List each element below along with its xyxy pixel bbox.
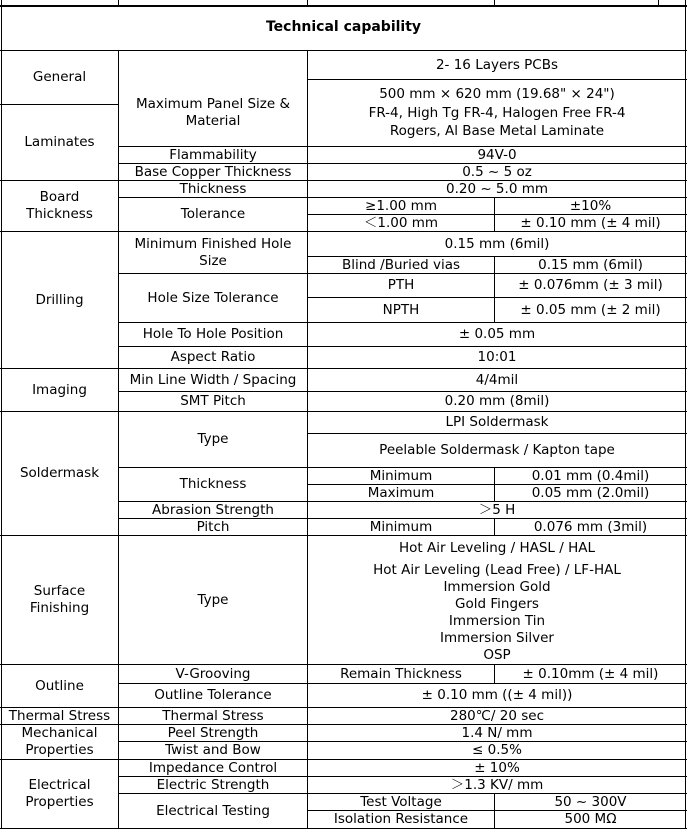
surface-item: Immersion Gold <box>443 579 551 596</box>
pitch-label: Pitch <box>196 519 230 535</box>
material-line-1: FR-4, High Tg FR-4, Halogen Free FR-4 <box>368 104 626 121</box>
electrical-testing-label: Electrical Testing <box>156 802 270 819</box>
pitch-min-value: 0.076 mm (3mil) <box>533 519 648 535</box>
soldermask-max-value: 0.05 mm (2.0mil) <box>531 485 650 501</box>
category-electrical: Electrical Properties <box>25 777 94 810</box>
aspect-ratio-label: Aspect Ratio <box>170 349 256 366</box>
aspect-ratio-value: 10:01 <box>477 349 517 366</box>
category-mechanical: Mechanical Properties <box>21 725 98 758</box>
min-hole-label: Minimum Finished Hole Size <box>134 235 292 269</box>
tolerance-a-cond: ≥1.00 mm <box>365 198 437 214</box>
line-width-label: Min Line Width / Spacing <box>129 371 297 388</box>
twist-bow-value: ≤ 0.5% <box>472 742 522 759</box>
remain-thickness-label: Remain Thickness <box>340 665 462 682</box>
soldermask-type-2: Peelable Soldermask / Kapton tape <box>379 442 615 459</box>
line-width-value: 4/4mil <box>475 371 519 388</box>
pitch-min-label: Minimum <box>369 519 433 535</box>
category-surface-finishing: Surface Finishing <box>29 583 90 616</box>
hole-to-hole-label: Hole To Hole Position <box>142 326 284 343</box>
category-outline: Outline <box>35 677 84 694</box>
surface-item: OSP <box>483 647 511 664</box>
flammability-label: Flammability <box>169 147 257 163</box>
peel-strength-value: 1.4 N/ mm <box>461 725 533 741</box>
isolation-resistance-label: Isolation Resistance <box>333 811 469 828</box>
isolation-resistance-value: 500 MΩ <box>564 811 617 828</box>
panel-size-value: 500 mm × 620 mm (19.68" × 24") <box>379 85 615 102</box>
category-soldermask: Soldermask <box>19 465 100 482</box>
category-drilling: Drilling <box>35 291 84 308</box>
thermal-stress-value: 280℃/ 20 sec <box>450 708 544 724</box>
smt-pitch-value: 0.20 mm (8mil) <box>444 393 550 410</box>
panel-size-label: Maximum Panel Size & Material <box>135 96 291 129</box>
soldermask-min-label: Minimum <box>369 468 433 484</box>
thickness-value: 0.20 ~ 5.0 mm <box>445 181 548 197</box>
test-voltage-value: 50 ~ 300V <box>554 794 627 810</box>
hole-tolerance-label: Hole Size Tolerance <box>147 289 279 306</box>
flammability-value: 94V-0 <box>477 147 517 163</box>
blind-vias-label: Blind /Buried vias <box>341 257 461 273</box>
electric-strength-label: Electric Strength <box>156 777 270 793</box>
category-general: General <box>32 69 87 86</box>
surface-item: Hot Air Leveling / HASL / HAL <box>399 539 595 556</box>
v-grooving-label: V-Grooving <box>175 665 251 682</box>
category-board-thickness: Board Thickness <box>26 189 93 222</box>
material-line-2: Rogers, Al Base Metal Laminate <box>389 123 605 140</box>
impedance-value: ± 10% <box>474 760 520 776</box>
pth-label: PTH <box>387 277 415 294</box>
electric-strength-value: ＞1.3 KV/ mm <box>450 777 544 793</box>
soldermask-min-value: 0.01 mm (0.4mil) <box>531 468 650 484</box>
blind-vias-value: 0.15 mm (6mil) <box>538 257 643 273</box>
surface-item: Immersion Silver <box>440 630 554 647</box>
npth-label: NPTH <box>382 301 420 318</box>
surface-item: Gold Fingers <box>455 596 539 613</box>
impedance-label: Impedance Control <box>148 760 278 776</box>
thickness-label: Thickness <box>179 181 247 197</box>
npth-value: ± 0.05 mm (± 2 mil) <box>520 301 661 318</box>
min-hole-value: 0.15 mm (6mil) <box>444 235 550 252</box>
peel-strength-label: Peel Strength <box>167 725 259 741</box>
tolerance-label: Tolerance <box>180 206 246 223</box>
category-thermal-stress: Thermal Stress <box>8 708 111 724</box>
tolerance-b-cond: ＜1.00 mm <box>363 215 439 231</box>
surface-item: Immersion Tin <box>448 613 546 630</box>
soldermask-type-1: LPI Soldermask <box>445 414 549 431</box>
test-voltage-label: Test Voltage <box>360 794 442 810</box>
category-laminates: Laminates <box>24 134 95 151</box>
tolerance-a-value: ±10% <box>569 198 612 214</box>
hole-to-hole-value: ± 0.05 mm <box>458 326 536 343</box>
soldermask-thickness-label: Thickness <box>179 476 247 493</box>
remain-thickness-value: ± 0.10mm (± 4 mil) <box>522 665 659 682</box>
copper-label: Base Copper Thickness <box>134 164 292 180</box>
table-title: Technical capability <box>265 19 422 36</box>
soldermask-type-label: Type <box>197 431 229 448</box>
soldermask-max-label: Maximum <box>367 485 435 501</box>
category-imaging: Imaging <box>32 381 87 398</box>
abrasion-label: Abrasion Strength <box>152 502 274 518</box>
smt-pitch-label: SMT Pitch <box>180 393 246 410</box>
thermal-stress-label: Thermal Stress <box>162 708 264 724</box>
surface-item: Hot Air Leveling (Lead Free) / LF-HAL <box>373 562 621 579</box>
abrasion-value: ＞5 H <box>478 502 516 518</box>
outline-tolerance-value: ± 0.10 mm ((± 4 mil)) <box>421 687 573 704</box>
surface-type-label: Type <box>197 591 229 608</box>
panel-size-values <box>308 80 686 146</box>
pth-value: ± 0.076mm (± 3 mil) <box>518 277 663 294</box>
tolerance-b-value: ± 0.10 mm (± 4 mil) <box>520 215 661 231</box>
layers-value: 2- 16 Layers PCBs <box>435 56 559 73</box>
twist-bow-label: Twist and Bow <box>165 742 261 759</box>
outline-tolerance-label: Outline Tolerance <box>154 687 272 704</box>
copper-value: 0.5 ~ 5 oz <box>462 164 532 180</box>
